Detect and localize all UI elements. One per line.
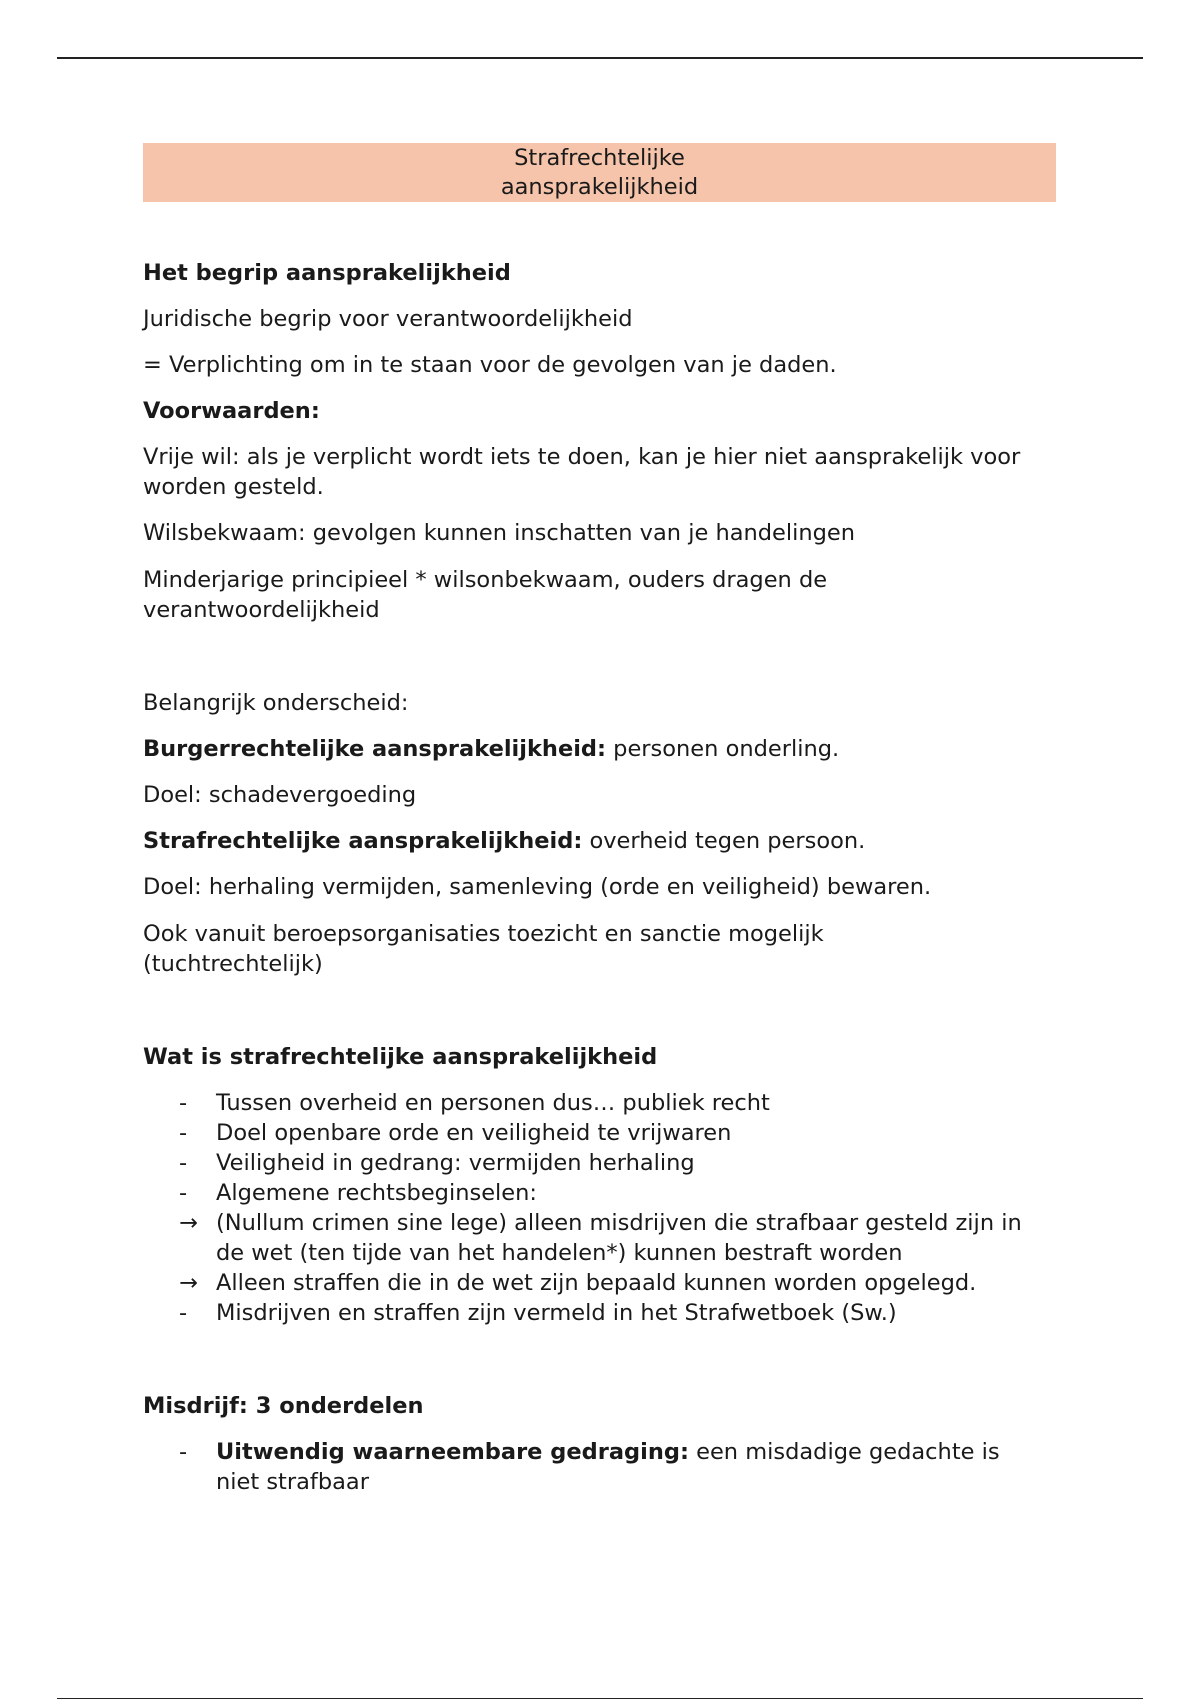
list-item-text: Alleen straffen die in de wet zijn bepaald kunnen worden opgelegd. [216,1270,977,1296]
document-title [143,143,1056,202]
paragraph: Belangrijk onderscheid: [143,690,409,716]
list-item [143,1298,1056,1328]
list-item-text: (Nullum crimen sine lege) alleen misdrijven die strafbaar gesteld zijn in de wet (ten tijde van het handelen*) kunnen bestraft worden [216,1210,1022,1266]
bullet-dash: - [179,1120,188,1146]
bullet-dash: - [179,1180,188,1206]
paragraph: Ook vanuit beroepsorganisaties toezicht en sanctie mogelijk (tuchtrechtelijk) [143,921,824,977]
paragraph: Minderjarige principieel * wilsonbekwaam, ouders dragen de verantwoordelijkheid [143,567,828,623]
paragraph: Doel: herhaling vermijden, samenleving (orde en veiligheid) bewaren. [143,874,932,900]
civil-liability-text: personen onderling. [606,736,840,762]
paragraph: Vrije wil: als je verplicht wordt iets te doen, kan je hier niet aansprakelijk voor worden gesteld. [143,444,1021,500]
list-item-text: Veiligheid in gedrang: vermijden herhaling [216,1150,695,1176]
section-heading-misdrijf: Misdrijf: 3 onderdelen [143,1393,424,1419]
list-item [143,1148,1056,1178]
section-heading-begrip: Het begrip aansprakelijkheid [143,260,511,286]
list-item-text: Misdrijven en straffen zijn vermeld in het Strafwetboek (Sw.) [216,1300,897,1326]
criminal-liability-text: overheid tegen persoon. [582,828,866,854]
principles-list [143,1088,1056,1328]
footer-rule [57,1698,1143,1699]
list-item [143,1268,1056,1298]
paragraph: Wilsbekwaam: gevolgen kunnen inschatten van je handelingen [143,520,856,546]
title-line-2: aansprakelijkheid [500,173,699,200]
list-item-text: een misdadige gedachte is niet strafbaar [216,1439,1000,1495]
list-item-label: Uitwendig waarneembare gedraging: [216,1439,689,1465]
criminal-liability-paragraph [143,826,1056,856]
list-item [143,1118,1056,1148]
arrow-right-icon: → [179,1270,198,1296]
list-item-text: Doel openbare orde en veiligheid te vrijwaren [216,1120,732,1146]
bullet-dash: - [179,1090,188,1116]
list-item [143,1437,1043,1497]
section-heading-strafrechtelijk: Wat is strafrechtelijke aansprakelijkheid [143,1044,658,1070]
criminal-liability-label: Strafrechtelijke aansprakelijkheid: [143,828,583,854]
civil-liability-label: Burgerrechtelijke aansprakelijkheid: [143,736,607,762]
paragraph: = Verplichting om in te staan voor de gevolgen van je daden. [143,352,837,378]
civil-liability-paragraph [143,734,1056,764]
list-item-text: Algemene rechtsbeginselen: [216,1180,537,1206]
title-line-1: Strafrechtelijke [514,144,685,171]
list-item [143,1178,1056,1208]
paragraph: Juridische begrip voor verantwoordelijkheid [143,306,633,332]
conditions-heading: Voorwaarden: [143,398,320,424]
bullet-dash: - [179,1150,188,1176]
offence-parts-list [143,1437,1043,1497]
bullet-dash: - [179,1300,188,1326]
list-item-text: Tussen overheid en personen dus… publiek recht [216,1090,770,1116]
bullet-dash: - [179,1439,188,1465]
list-item [143,1208,1056,1268]
header-rule [57,57,1143,59]
paragraph: Doel: schadevergoeding [143,782,417,808]
arrow-right-icon: → [179,1210,198,1236]
list-item [143,1088,1056,1118]
document-body [143,143,1056,1497]
